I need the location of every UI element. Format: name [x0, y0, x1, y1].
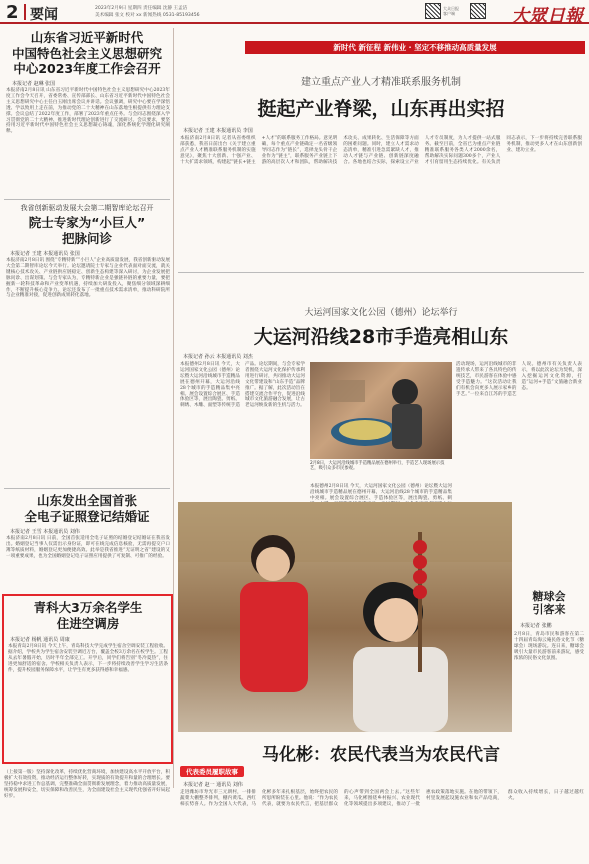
festival-scene-illustration	[178, 502, 512, 732]
theme-banner: 新时代 新征程 新伟业 · 坚定不移推动高质量发展	[245, 41, 585, 54]
edition-meta-2: 美术编辑 张文 校对 xx 新闻热线 0531-85193456	[95, 13, 200, 18]
photo-byline: 本报记者 张鹏	[520, 623, 552, 629]
photo-title: 糖球会 引客来	[532, 590, 566, 616]
article-byline: 本报记者 王建 本报通讯员 李国	[183, 128, 253, 134]
section-divider	[178, 272, 584, 273]
page-number: 2	[6, 2, 19, 23]
section-tag: 代表委员履职故事	[180, 766, 244, 777]
article-title: 马化彬：农民代表当为农民代言	[262, 745, 500, 765]
article-body: 本报青岛2月8日讯 今天上午，青岛科技大学完成学生宿舍空调安装工程验收。据介绍，学校共为学生宿舍安装空调近万台，覆盖全校3万余名在校学生。工程从去年暑假开始，历时半年全部完工。开学后，同学们将告别“冬冷夏热”，住进更加舒适的宿舍。学校相关负责人表示，下一步将持续改善学生学习生活条件，提升校园服务保障水平，让学生有更多获得感和幸福感。	[8, 644, 168, 673]
qr-label: 大众日报 客户端	[443, 6, 459, 16]
page-divider	[24, 4, 26, 20]
article-title: 大运河沿线28市手造亮相山东	[253, 326, 509, 348]
qr-code-icon	[470, 3, 486, 19]
article-overline: 大运河国家文化公园（德州）论坛举行	[304, 308, 458, 318]
article-title: 山东发出全国首张 全电子证照登记结婚证	[24, 493, 150, 524]
article-overline: 建立重点产业人才精准联系服务机制	[301, 77, 461, 88]
article-byline: 本报记者 杨帆 通讯员 周康	[10, 637, 70, 643]
newspaper-masthead: 大眾日報	[511, 6, 583, 27]
article-body: 本报济南2月8日讯 山东省习近平新时代中国特色社会主义思想研究中心2023年度工作会今天召开，省委常委、宣传部部长、山东省习近平新时代中国特色社会主义思想研究中心主任白玉刚出席会议并讲话。会议强调，研究中心要在学深悟透、学以致用上走在前，为推动党的二十大精神在山东落地生根提供有力理论支撑。会议总结了2022年度工作，部署了2023年重点任务。与会同志围绕深入学习贯彻党的二十大精神、推进新时代理论创新进行了交流研讨。会议要求，要坚持用习近平新时代中国特色社会主义思想凝心铸魂，深化系统化学理化研究阐释。	[6, 88, 170, 135]
article-body: 本报德州2月8日讯 今天，大运河国家文化公园（德州）论坛暨大运河沿线城市手造精品展在德州开幕，大运河沿线28个城市的手造精品集中亮相。展会设置综合展区、手造体验区等，展出陶瓷、剪纸、刺绣、木雕、面塑等传统手造产品。论坛期间，与会专家学者围绕大运河文化保护传承利用进行研讨，共同推动大运河文化带建设和“山东手造”品牌推广。据了解，此次活动旨在搭建交流合作平台，促进沿线城市文化旅游融合发展，让古老运河焕发新的生机与活力。	[180, 362, 305, 409]
article-byline: 本报记者 赵一 通讯员 刘伟	[183, 782, 243, 788]
photo-caption: 2月8日，大运河沿线城市手造精品展在德州举行，手造艺人现场展示技艺，吸引众多市民参观。	[310, 461, 445, 472]
qr-code-icon	[425, 3, 441, 19]
article-body: 本报济南2月8日讯 日前，全国首张适用全电子证照的结婚登记结婚证在我省发出。婚姻登记当事人仅需出示身份证，即可在线完成信息核验，无需再提交户口簿等纸质材料，婚姻登记更加便捷高效。此举是我省推进“无证明之省”建设的又一项重要成果，也为全国婚姻登记电子证照应用提供了可复制、可推广的经验。	[6, 536, 170, 559]
article-title: 青科大3万余名学生 住进空调房	[33, 600, 143, 631]
edition-meta: 2023年2月9日 星期四 责任编辑 沈静 王孟洁	[95, 6, 188, 11]
photo-caption: 2月8日，青岛市民和游客在第二十四届青岛海云庵民俗文化节（糖球会）现场游玩。连日来，糖球会吸引大量市民游客前来游玩，感受浓浓的民俗文化氛围。	[514, 632, 584, 661]
article-title: 山东省习近平新时代 中国特色社会主义思想研究 中心2023年度工作会召开	[11, 30, 162, 76]
article-byline: 本报记者 孙云 本报通讯员 刘杰	[183, 354, 253, 360]
article-body: 本报济南2月8日讯 记者从省委组织部获悉，我省日前出台《关于建立重点产业人才精准联系服务机制的实施意见》，聚焦十大创新、十强产业、十大扩需求领域，构建起“链长+链主+人才”的联系服务工作格局。意见明确，每个重点产业链确定一名省级领导同志作为“链长”，选择龙头骨干企业作为“链主”，联系服务产业链上下游的高层次人才和团队，帮助解决技术攻关、成果转化、生活保障等方面的困难问题。同时，建立人才需求动态清单，精准引进急需紧缺人才，推动人才链与产业链、创新链深度融合。各地也结合实际，探索设立产业人才专员制度，为人才提供一站式服务。截至目前，全省已为重点产业链精准联系服务各类人才2000余名，帮助解决实际问题300多个，产业人才引育留用生态持续优化。有关负责同志表示，下一步将持续完善联系服务机制，推动更多人才在山东创新创业、建功立业。	[180, 136, 582, 165]
article-title: 挺起产业脊梁，山东再出实招	[257, 98, 505, 120]
article-byline: 本报记者 王雪 本报通讯员 刘伟	[10, 529, 80, 535]
column-divider	[173, 28, 174, 788]
article-body-continued: 活动现场，运河沿线城市的非遗传承人带来了各具特色的传统技艺，市民游客在体验中感受手造魅力。“这次活动让我们有机会向更多人展示家乡的手艺。”一位来自江苏的手造艺人说。德州市有关负责人表示，将以此次论坛为契机，深入挖掘运河文化资源，打造“运河+手造”文旅融合新业态。	[456, 362, 582, 397]
article-byline: 本报记者 赵琳 张国	[12, 81, 56, 87]
article-byline: 本报记者 王建 本报通讯员 张国	[10, 251, 80, 257]
section-divider	[4, 488, 170, 489]
page-section-name: 要闻	[30, 7, 58, 23]
article-title: 院士专家为“小巨人” 把脉问诊	[28, 215, 146, 246]
handcraft-photo	[310, 362, 452, 459]
page-header	[0, 0, 589, 27]
section-divider	[4, 199, 170, 200]
craft-scene-illustration	[310, 362, 452, 459]
festival-photo	[178, 502, 512, 732]
article-body: 本报济南2月8日讯 围绕“专精特新”“小巨人”企业高质量发展，我省创新驱动发展大会第二期智库论坛今天举行。论坛邀请院士专家与企业代表面对面交流，就关键核心技术攻关、产业链供应链稳定、创新生态构建等深入研讨，为企业发展把脉问诊、出谋划策。与会专家认为，专精特新企业是强链补链的重要力量，要把握新一轮科技革命和产业变革机遇，持续加大研发投入，聚焦细分领域深耕细作，不断提升核心竞争力。论坛还发布了一批重点技术需求清单，推动科研院所与企业精准对接，促进创新成果转化落地。	[6, 258, 170, 299]
article-body: 走进潍坊市寿光市三元朗村，一排排蔬菜大棚整齐排列，棚内黄瓜、西红柿长势喜人。作为全国人大代表，马化彬多年来扎根基层，始终把农民的所思所盼装在心里。他说：“作为农民代表，就要为农民代言，把基层群众的心声带到全国两会上去。”这些年来，马化彬围绕乡村振兴、农业现代化等领域提出多项建议，推动了一批惠农政策落地实施。在他的带领下，村里发展起设施农业和农产品电商，群众收入持续增长，日子越过越红火。	[180, 790, 584, 807]
article-body: 本报德州2月8日讯 今天，大运河国家文化公园（德州）论坛暨大运河沿线城市手造精品展在德州开幕，大运河沿线28个城市的手造精品集中亮相。展会设置综合展区、手造体验区等，展出陶瓷、剪纸、刺	[310, 484, 452, 501]
article-kicker: 我省创新驱动发展大会第二期智库论坛召开	[20, 204, 154, 212]
continued-article-body: （上接第一版）坚持深化改革，持续优化营商环境，加快建设高水平开放平台，积极扩大有效投资，推动经济运行整体好转，实现质的有效提升和量的合理增长。要坚持稳中求进工作总基调，完整准确全面贯彻新发展理念，着力推动高质量发展，统筹发展和安全，切实保障和改善民生，为全面建设社会主义现代化强省开好局起好步。	[4, 770, 170, 799]
